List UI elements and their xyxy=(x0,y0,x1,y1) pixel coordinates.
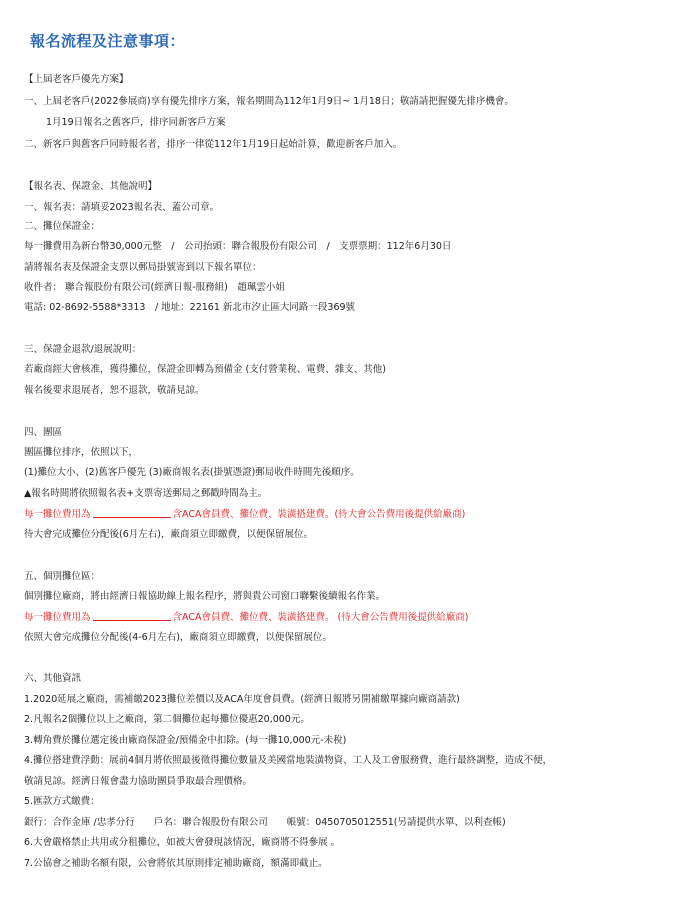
paragraph: 敬請見諒。經濟日報會盡力協助團員爭取最合理價格。 xyxy=(24,776,253,787)
fee-suffix: 含ACA會員費、攤位費、裝潢搭建費。(待大會公告費用後提供給廠商) xyxy=(172,509,466,520)
paragraph: 3.轉角費於攤位選定後由廠商保證金/預備金中扣除。(每一攤10,000元-未稅) xyxy=(24,735,347,746)
section-heading-refund: 三、保證金退款/退展說明： xyxy=(24,344,142,355)
paragraph: (1)攤位大小、(2)舊客戶優先 (3)廠商報名表(掛號憑證)郵局收件時間先後順序。 xyxy=(24,467,360,478)
fee-blank xyxy=(93,610,171,621)
section-heading-registration: 【報名表、保證金、其他說明】 xyxy=(24,181,158,192)
paragraph: 個別攤位廠商，將由經濟日報協助線上報名程序，將與貴公司窗口聯繫後續報名作業。 xyxy=(24,591,386,602)
fee-notice-red xyxy=(24,610,468,625)
paragraph: 銀行：合作金庫 /忠孝分行 戶名：聯合報股份有限公司 帳號：0450705012551(另請提供水單、以利查帳) xyxy=(24,817,506,828)
paragraph: ▲報名時間將依照報名表+支票寄送郵局之郵戳時間為主。 xyxy=(24,488,268,499)
paragraph: 團區攤位排序，依照以下， xyxy=(24,447,139,458)
section-heading-returning-customers: 【上屆老客戶優先方案】 xyxy=(24,74,129,85)
fee-prefix: 每一攤位費用為 xyxy=(24,612,91,623)
paragraph: 1.2020延展之廠商，需補繳2023攤位差價以及ACA年度會員費。(經濟日報將另開補繳單據向廠商請款) xyxy=(24,694,460,705)
paragraph: 請將報名表及保證金支票以郵局掛號寄到以下報名單位： xyxy=(24,262,262,273)
section-heading-other-info: 六、其他資訊 xyxy=(24,673,82,684)
paragraph: 報名後要求退展者，恕不退款，敬請見諒。 xyxy=(24,385,205,396)
paragraph: 二、攤位保證金： xyxy=(24,221,101,232)
paragraph: 若廠商經大會核准，獲得攤位，保證金即轉為預備金 (支付營業稅、電費、雜支、其他) xyxy=(24,364,386,375)
paragraph: 二、新客戶與舊客戶同時報名者，排序一律從112年1月19日起始計算，歡迎新客戶加入。 xyxy=(24,139,403,150)
paragraph: 依照大會完成攤位分配後(4-6月左右)，廠商須立即繳費，以便保留展位。 xyxy=(24,632,332,643)
fee-suffix: 含ACA會員費、攤位費、裝潢搭建費。 (待大會公告費用後提供給廠商) xyxy=(172,612,469,623)
paragraph: 收件者： 聯合報股份有限公司(經濟日報-服務組) 趙珮雲小姐 xyxy=(24,282,285,293)
paragraph: 一、報名表：請填妥2023報名表、蓋公司章。 xyxy=(24,202,220,213)
paragraph: 6.大會嚴格禁止共用或分租攤位，如被大會發現該情況，廠商將不得參展 。 xyxy=(24,837,341,848)
paragraph: 4.攤位搭建費浮動：展前4個月將依照最後徵得攤位數量及美國當地裝潢物資、工人及工會服務費，進行最終調整，造成不便， xyxy=(24,755,553,766)
paragraph: 5.匯款方式繳費： xyxy=(24,796,100,807)
paragraph: 2.凡報名2個攤位以上之廠商，第二個攤位起每攤位優惠20,000元。 xyxy=(24,714,310,725)
paragraph: 每一攤費用為新台幣30,000元整 / 公司抬頭：聯合報股份有限公司 / 支票票期：112年6月30日 xyxy=(24,241,452,252)
paragraph: 待大會完成攤位分配後(6月左右)，廠商須立即繳費，以便保留展位。 xyxy=(24,529,313,540)
fee-notice-red xyxy=(24,507,465,522)
section-heading-group-area: 四、團區 xyxy=(24,427,63,438)
paragraph: 一、上屆老客戶(2022參展商)享有優先排序方案，報名期間為112年1月9日~ 1月18日；敬請請把握優先排序機會。 xyxy=(24,96,514,107)
page-title: 報名流程及注意事項： xyxy=(30,32,186,50)
fee-blank xyxy=(93,507,171,518)
paragraph: 電話: 02-8692-5588*3313 / 地址：22161 新北市汐止區大同路一段369號 xyxy=(24,302,356,313)
fee-prefix: 每一攤位費用為 xyxy=(24,509,91,520)
section-heading-individual-area: 五、個別攤位區： xyxy=(24,571,101,582)
paragraph: 7.公協會之補助名額有限，公會將依其原則排定補助廠商，額滿即截止。 xyxy=(24,858,328,869)
paragraph: 1月19日報名之舊客戶，排序同新客戶方案 xyxy=(46,117,226,128)
